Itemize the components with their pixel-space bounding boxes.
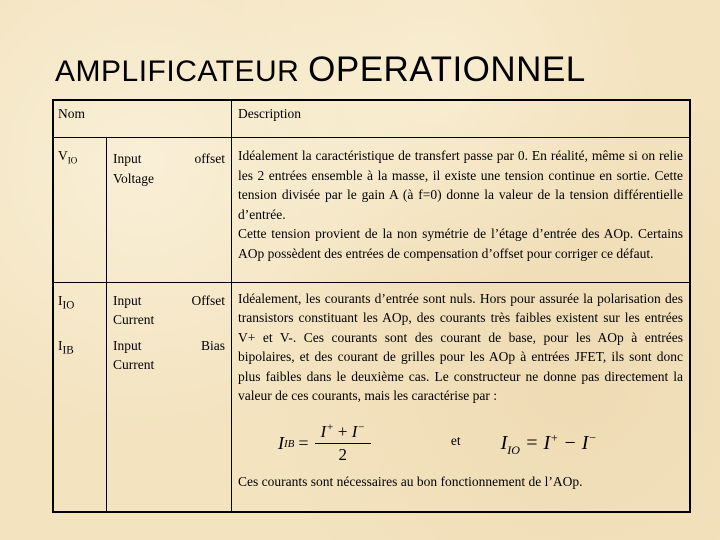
formula-et: et <box>450 432 461 448</box>
label-word: Current <box>113 357 155 373</box>
label-word: Offset <box>191 292 225 308</box>
page-title <box>55 50 586 90</box>
closing-text: Ces courants sont nécessaires au bon fonctionnement de l’AOp. <box>238 473 583 489</box>
label-word: Current <box>113 312 155 328</box>
label-word: Voltage <box>113 170 154 186</box>
title-part-2: OPERATIONNEL <box>308 50 586 89</box>
description-text: Idéalement la caractéristique de transfert passe par 0. En réalité, même si on relie les 2 entrées ensemble à la masse, il existe une tension continue en sortie. Cette tension divisée par le gain A (à f=0) donne la valeur de la tension différentielle d’entrée. <box>238 148 683 222</box>
symbol-iib: $I_{IB}$ <box>58 337 74 357</box>
description-text-2: Cette tension provient de la non symétrie de l’étage d’entrée des AOp. Certains AOp possèdent des entrées de compensation d’offset pour corriger ce défaut. <box>238 226 683 261</box>
label-word: offset <box>194 151 225 166</box>
label-word: Input <box>113 292 142 308</box>
formula <box>278 420 683 468</box>
formula-ib: I IB = $\frac{I^+ + I^-}{2}$ <box>278 421 371 466</box>
header-name: Nom <box>53 100 107 138</box>
label-cell <box>107 138 232 283</box>
title-part-1: AMPLIFICATEUR <box>55 55 309 88</box>
label-cell <box>107 282 232 512</box>
label-word: Bias <box>200 337 225 353</box>
header-empty <box>107 100 232 138</box>
table-row <box>53 138 690 283</box>
description-cell <box>232 138 691 283</box>
formula-io: $I_{IO} = I^+ - I^-$ <box>500 430 597 457</box>
header-description: Description <box>232 100 691 138</box>
parameters-table <box>52 99 691 513</box>
symbol-cell <box>53 282 107 512</box>
description-text: Idéalement, les courants d’entrée sont nuls. Hors pour assurée la polarisation des transistors constituant les AOp, des courants très faibles existent sur les entrées V+ et V-. Ces courants sont des courant de base, pour les AOp à entrées bipolaires, et des courant de grilles pour les AOp à entrées JFET, ils sont donc plus faibles dans le deuxième cas. Le constructeur ne donne pas directement la valeur de ces courants, mais les caractérise par : <box>238 290 683 404</box>
symbol-vio: $V_{IO}$ <box>58 148 78 166</box>
table-row-currents <box>53 282 690 512</box>
symbol-iio: $I_{IO}$ <box>58 292 75 312</box>
label-word: Input <box>113 151 142 166</box>
table-header-row <box>53 100 690 138</box>
label-word: Input <box>113 337 142 353</box>
symbol-cell <box>53 138 107 283</box>
description-cell <box>232 282 691 512</box>
